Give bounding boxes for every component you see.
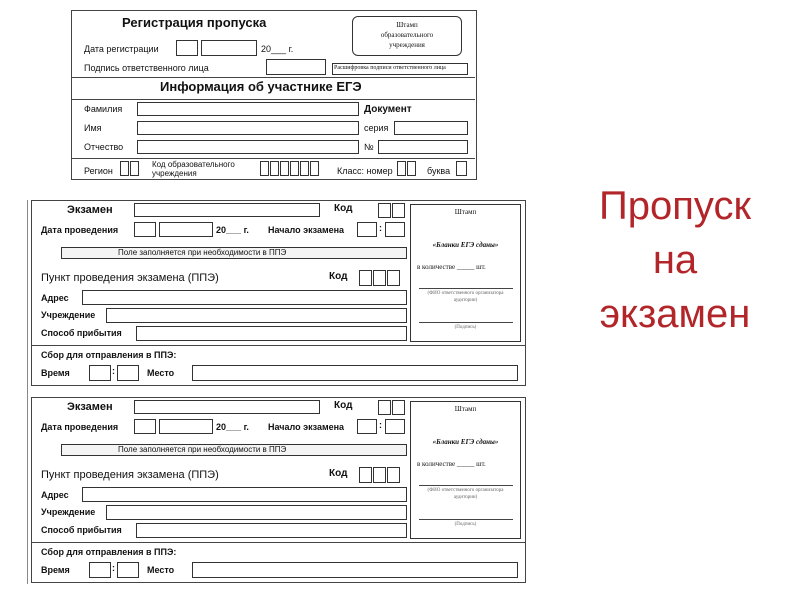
exam-address-field[interactable] bbox=[82, 487, 407, 502]
exam-pass-divider bbox=[31, 345, 526, 346]
forms-responsible-label-2: аудитории) bbox=[453, 298, 478, 303]
exam-institution-field[interactable] bbox=[106, 308, 407, 323]
exam-start-label: Начало экзамена bbox=[268, 225, 345, 235]
exam-code-digit-2[interactable] bbox=[392, 203, 405, 218]
exam-start-colon: : bbox=[379, 223, 382, 233]
school-code-label-line-1: Код образовательного bbox=[152, 160, 235, 169]
exam-day-field[interactable] bbox=[134, 222, 156, 237]
exam-code-digit-1[interactable] bbox=[378, 400, 391, 415]
exam-point-label: Пункт проведения экзамена (ППЭ) bbox=[41, 272, 219, 284]
exam-pass-divider bbox=[31, 542, 526, 543]
exam-code-digit-1[interactable] bbox=[378, 203, 391, 218]
class-number-digit-1[interactable] bbox=[397, 161, 406, 176]
gathering-time-hours[interactable] bbox=[89, 562, 111, 578]
exam-point-code-label: Код bbox=[329, 271, 348, 282]
exam-year-blank: ___ bbox=[226, 225, 242, 235]
exam-point-code-digit-2[interactable] bbox=[373, 270, 386, 286]
exam-pass-bottom bbox=[31, 397, 526, 583]
forms-responsible-line bbox=[419, 485, 513, 486]
school-code-digit-6[interactable] bbox=[310, 161, 319, 176]
document-series-field[interactable] bbox=[394, 121, 468, 135]
exam-start-hours[interactable] bbox=[357, 419, 377, 434]
class-number-digit-2[interactable] bbox=[407, 161, 416, 176]
gathering-label: Сбор для отправления в ППЭ: bbox=[41, 350, 177, 360]
exam-institution-label: Учреждение bbox=[41, 507, 96, 517]
forms-quantity-label: в количестве bbox=[417, 263, 456, 271]
name-field[interactable] bbox=[137, 121, 359, 135]
document-margin-line bbox=[27, 200, 28, 584]
forms-submitted-label: «Бланки ЕГЭ сданы» bbox=[432, 438, 499, 446]
exam-label: Экзамен bbox=[67, 401, 113, 413]
document-series-label: серия bbox=[364, 123, 389, 133]
forms-stamp-title: Штамп bbox=[454, 208, 477, 216]
registration-year-blank: ___ bbox=[271, 44, 287, 54]
gathering-time-colon: : bbox=[112, 563, 115, 573]
registration-divider bbox=[72, 77, 475, 78]
registration-title: Регистрация пропуска bbox=[122, 15, 267, 30]
gathering-time-minutes[interactable] bbox=[117, 562, 139, 578]
forms-responsible-line bbox=[419, 288, 513, 289]
exam-code-digit-2[interactable] bbox=[392, 400, 405, 415]
side-title-line-1: Пропуск bbox=[599, 184, 751, 228]
forms-responsible-label-2: аудитории) bbox=[453, 495, 478, 500]
region-label: Регион bbox=[84, 166, 113, 176]
exam-date-label: Дата проведения bbox=[41, 225, 119, 235]
surname-label: Фамилия bbox=[84, 104, 123, 114]
school-stamp-line-3: учреждения bbox=[389, 41, 425, 49]
side-title-line-3: экзамен bbox=[599, 292, 751, 336]
signature-decode-label: Расшифровка подписи ответственного лица bbox=[334, 65, 446, 71]
exam-start-colon: : bbox=[379, 420, 382, 430]
gathering-time-hours[interactable] bbox=[89, 365, 111, 381]
school-code-label-line-2: учреждения bbox=[152, 169, 197, 178]
forms-signature-label: (Подпись) bbox=[454, 325, 477, 330]
exam-code-label: Код bbox=[334, 203, 353, 214]
gathering-place-field[interactable] bbox=[192, 562, 518, 578]
exam-arrival-label: Способ прибытия bbox=[41, 328, 122, 338]
side-title-line-2: на bbox=[652, 238, 698, 282]
forms-quantity-unit: шт. bbox=[476, 460, 486, 468]
patronymic-label: Отчество bbox=[84, 142, 124, 152]
class-letter-field[interactable] bbox=[456, 161, 467, 176]
forms-signature-label: (Подпись) bbox=[454, 522, 477, 527]
exam-code-label: Код bbox=[334, 400, 353, 411]
exam-address-label: Адрес bbox=[41, 293, 69, 303]
exam-name-field[interactable] bbox=[134, 400, 320, 414]
school-code-digit-3[interactable] bbox=[280, 161, 289, 176]
exam-point-label: Пункт проведения экзамена (ППЭ) bbox=[41, 469, 219, 481]
school-code-digit-4[interactable] bbox=[290, 161, 299, 176]
exam-point-code-digit-3[interactable] bbox=[387, 270, 400, 286]
school-code-digit-1[interactable] bbox=[260, 161, 269, 176]
exam-year-blank: ___ bbox=[226, 422, 242, 432]
forms-quantity-blank: _____ bbox=[456, 263, 475, 271]
exam-arrival-field[interactable] bbox=[136, 523, 407, 538]
exam-month-field[interactable] bbox=[159, 419, 213, 434]
registration-year-suffix: г. bbox=[288, 44, 294, 54]
exam-point-code-digit-1[interactable] bbox=[359, 270, 372, 286]
registration-signature-field[interactable] bbox=[266, 59, 326, 75]
forms-responsible-label-1: (ФИО ответственного организатора bbox=[427, 291, 504, 296]
exam-arrival-label: Способ прибытия bbox=[41, 525, 122, 535]
exam-start-hours[interactable] bbox=[357, 222, 377, 237]
surname-field[interactable] bbox=[137, 102, 359, 116]
optional-fill-note: Поле заполняется при необходимости в ППЭ bbox=[118, 248, 287, 257]
exam-month-field[interactable] bbox=[159, 222, 213, 237]
exam-year-prefix: 20 bbox=[216, 422, 227, 432]
forms-stamp-title: Штамп bbox=[454, 405, 477, 413]
forms-quantity-label: в количестве bbox=[417, 460, 456, 468]
exam-year-prefix: 20 bbox=[216, 225, 227, 235]
school-code-digit-2[interactable] bbox=[270, 161, 279, 176]
exam-arrival-field[interactable] bbox=[136, 326, 407, 341]
exam-point-code-label: Код bbox=[329, 468, 348, 479]
forms-signature-line bbox=[419, 322, 513, 323]
exam-name-field[interactable] bbox=[134, 203, 320, 217]
exam-year-suffix: г. bbox=[243, 225, 249, 235]
class-letter-label: буква bbox=[427, 166, 451, 176]
exam-point-code-digit-2[interactable] bbox=[373, 467, 386, 483]
exam-start-minutes[interactable] bbox=[385, 419, 405, 434]
document-label: Документ bbox=[364, 104, 412, 115]
forms-quantity-unit: шт. bbox=[476, 263, 486, 271]
registration-day-field[interactable] bbox=[176, 40, 198, 56]
exam-address-label: Адрес bbox=[41, 490, 69, 500]
gathering-place-field[interactable] bbox=[192, 365, 518, 381]
exam-year-suffix: г. bbox=[243, 422, 249, 432]
registration-month-field[interactable] bbox=[201, 40, 257, 56]
gathering-time-minutes[interactable] bbox=[117, 365, 139, 381]
optional-fill-note: Поле заполняется при необходимости в ППЭ bbox=[118, 445, 287, 454]
exam-institution-field[interactable] bbox=[106, 505, 407, 520]
participant-title: Информация об участнике ЕГЭ bbox=[160, 79, 362, 94]
participant-divider bbox=[72, 99, 475, 100]
forms-responsible-label-1: (ФИО ответственного организатора bbox=[427, 488, 504, 493]
forms-quantity-blank: _____ bbox=[456, 460, 475, 468]
forms-signature-line bbox=[419, 519, 513, 520]
gathering-place-label: Место bbox=[147, 565, 175, 575]
exam-start-label: Начало экзамена bbox=[268, 422, 345, 432]
document-number-label: № bbox=[364, 142, 374, 152]
exam-date-label: Дата проведения bbox=[41, 422, 119, 432]
participant-bottom-divider bbox=[72, 158, 475, 159]
school-code-digit-5[interactable] bbox=[300, 161, 309, 176]
gathering-label: Сбор для отправления в ППЭ: bbox=[41, 547, 177, 557]
registration-form bbox=[71, 10, 477, 180]
registration-signature-label: Подпись ответственного лица bbox=[84, 63, 209, 73]
name-label: Имя bbox=[84, 123, 102, 133]
exam-point-code-digit-3[interactable] bbox=[387, 467, 400, 483]
gathering-place-label: Место bbox=[147, 368, 175, 378]
exam-point-code-digit-1[interactable] bbox=[359, 467, 372, 483]
registration-year-prefix: 20 bbox=[261, 44, 272, 54]
region-digit-2[interactable] bbox=[130, 161, 139, 176]
forms-submitted-label: «Бланки ЕГЭ сданы» bbox=[432, 241, 499, 249]
document-number-field[interactable] bbox=[378, 140, 468, 154]
exam-institution-label: Учреждение bbox=[41, 310, 96, 320]
patronymic-field[interactable] bbox=[137, 140, 359, 154]
exam-start-minutes[interactable] bbox=[385, 222, 405, 237]
school-stamp-line-2: образовательного bbox=[380, 31, 434, 39]
registration-date-label: Дата регистрации bbox=[84, 44, 159, 54]
gathering-time-label: Время bbox=[41, 368, 70, 378]
class-number-label: Класс: номер bbox=[337, 166, 393, 176]
school-stamp-line-1: Штамп bbox=[396, 21, 418, 29]
exam-address-field[interactable] bbox=[82, 290, 407, 305]
exam-day-field[interactable] bbox=[134, 419, 156, 434]
exam-pass-top bbox=[31, 200, 526, 386]
region-digit-1[interactable] bbox=[120, 161, 129, 176]
exam-label: Экзамен bbox=[67, 204, 113, 216]
gathering-time-colon: : bbox=[112, 366, 115, 376]
gathering-time-label: Время bbox=[41, 565, 70, 575]
